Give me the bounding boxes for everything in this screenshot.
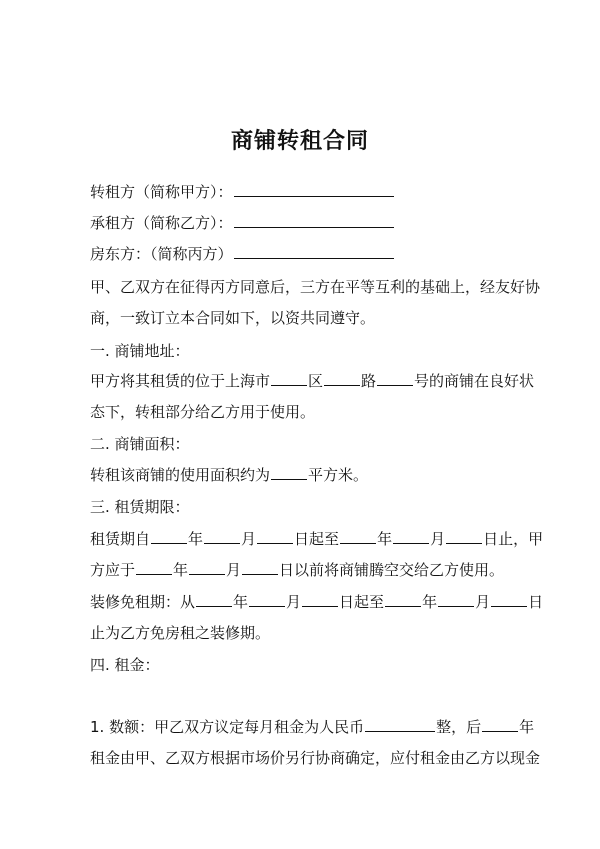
area-blank[interactable]	[271, 464, 307, 480]
freerent-start-year-blank[interactable]	[196, 591, 232, 607]
start-month-blank[interactable]	[204, 528, 240, 544]
end-month-blank[interactable]	[393, 528, 429, 544]
freerent-text-d: 日起至	[339, 593, 385, 611]
handover-line	[90, 559, 520, 581]
section3-heading: 三. 租赁期限：	[90, 498, 190, 516]
period-text-c: 月	[241, 530, 257, 548]
rent-amount-blank[interactable]	[365, 716, 435, 732]
freerent-text-g: 日	[528, 593, 544, 611]
address-text-d: 号的商铺在良好状	[414, 372, 535, 390]
area-text-b: 平方米。	[308, 466, 369, 484]
rent-amount-line	[90, 716, 535, 738]
period-text-g: 日止，甲	[483, 530, 544, 548]
intro-line-1: 甲、乙双方在征得丙方同意后，三方在平等互利的基础上，经友好协	[90, 278, 541, 296]
address-text-a: 甲方将其租赁的位于上海市	[90, 372, 271, 390]
start-day-blank[interactable]	[257, 528, 293, 544]
landlord-blank[interactable]	[234, 243, 394, 259]
lease-period-line	[90, 528, 544, 550]
area-text-a: 转租该商铺的使用面积约为	[90, 466, 271, 484]
end-year-blank[interactable]	[340, 528, 376, 544]
sublessee-line	[90, 212, 520, 234]
handover-day-blank[interactable]	[242, 559, 278, 575]
start-year-blank[interactable]	[151, 528, 187, 544]
sublessor-blank[interactable]	[234, 181, 394, 197]
address-text-b: 区	[308, 372, 324, 390]
handover-month-blank[interactable]	[189, 559, 225, 575]
section1-line-2: 态下，转租部分给乙方用于使用。	[90, 403, 316, 421]
section1-address-line	[90, 370, 535, 392]
sublessee-blank[interactable]	[234, 212, 394, 228]
document-title: 商铺转租合同	[230, 128, 369, 154]
freerent-end-month-blank[interactable]	[438, 591, 474, 607]
section1-heading: 一. 商铺地址：	[90, 342, 190, 360]
period-text-a: 租赁期自	[90, 530, 151, 548]
handover-text-c: 月	[226, 561, 242, 579]
sublessee-label: 承租方（简称乙方）：	[90, 214, 233, 232]
period-text-f: 月	[430, 530, 446, 548]
free-rent-line	[90, 591, 544, 613]
landlord-line	[90, 243, 520, 265]
freerent-text-a: 装修免租期：从	[90, 593, 196, 611]
freerent-text-f: 月	[475, 593, 491, 611]
handover-year-blank[interactable]	[136, 559, 172, 575]
sublessor-label: 转租方（简称甲方）：	[90, 183, 233, 201]
section2-heading: 二. 商铺面积：	[90, 435, 190, 453]
freerent-end-day-blank[interactable]	[491, 591, 527, 607]
landlord-label: 房东方：（简称丙方）	[90, 245, 233, 263]
free-rent-line-2: 止为乙方免房租之装修期。	[90, 624, 271, 642]
freerent-end-year-blank[interactable]	[385, 591, 421, 607]
period-text-e: 年	[377, 530, 393, 548]
freerent-text-c: 月	[286, 593, 302, 611]
freerent-start-day-blank[interactable]	[302, 591, 338, 607]
rent-text-a: 1. 数额：甲乙双方议定每月租金为人民币	[90, 718, 365, 736]
handover-text-d: 日以前将商铺腾空交给乙方使用。	[279, 561, 505, 579]
district-blank[interactable]	[271, 370, 307, 386]
rent-amount-line-2: 租金由甲、乙双方根据市场价另行协商确定，应付租金由乙方以现金	[90, 749, 541, 767]
end-day-blank[interactable]	[446, 528, 482, 544]
sublessor-line	[90, 181, 520, 203]
period-text-b: 年	[188, 530, 204, 548]
period-text-d: 日起至	[294, 530, 340, 548]
rent-text-b: 整，后	[436, 718, 482, 736]
number-blank[interactable]	[377, 370, 413, 386]
section2-area-line	[90, 464, 520, 486]
freerent-text-e: 年	[422, 593, 438, 611]
section4-heading: 四. 租金：	[90, 656, 160, 674]
freerent-start-month-blank[interactable]	[249, 591, 285, 607]
road-blank[interactable]	[324, 370, 360, 386]
rent-years-blank[interactable]	[482, 716, 518, 732]
rent-text-c: 年	[519, 718, 535, 736]
handover-text-b: 年	[173, 561, 189, 579]
intro-line-2: 商，一致订立本合同如下，以资共同遵守。	[90, 309, 376, 327]
handover-text-a: 方应于	[90, 561, 136, 579]
freerent-text-b: 年	[233, 593, 249, 611]
address-text-c: 路	[361, 372, 377, 390]
